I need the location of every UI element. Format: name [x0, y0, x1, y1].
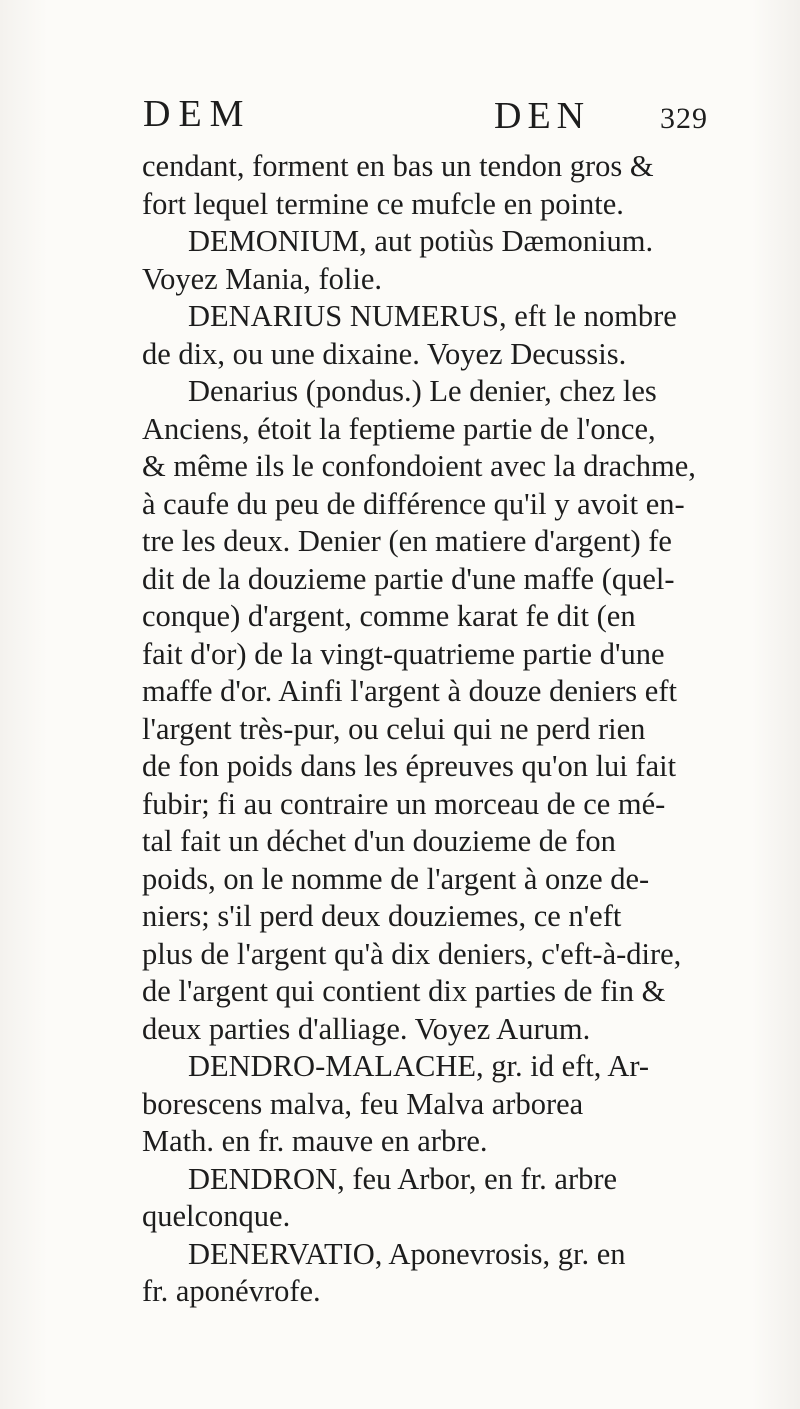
running-head-left: DEM	[143, 93, 252, 135]
text-line: Voyez Mania, folie.	[142, 261, 382, 296]
entry-dendro-malache	[142, 1048, 800, 1161]
text-line: deux parties d'alliage. Voyez Aurum.	[142, 1011, 591, 1046]
entry-dendron	[142, 1161, 800, 1236]
running-header	[0, 92, 800, 148]
text-line: niers; s'il perd deux douziemes, ce n'eft	[142, 899, 622, 933]
entry-denarius-numerus	[142, 298, 800, 373]
text-line: tre les deux. Denier (en matiere d'argent) fe	[142, 524, 672, 558]
text-line: DENDRON, feu Arbor, en fr. arbre	[188, 1161, 618, 1196]
text-line: fait d'or) de la vingt-quatrieme partie d'une	[142, 636, 665, 671]
text-line: poids, on le nomme de l'argent à onze de-	[142, 861, 650, 896]
entry-continuation	[142, 148, 800, 223]
page-number: 329	[660, 102, 708, 135]
text-line: plus de l'argent qu'à dix deniers, c'eft-à-dire,	[142, 936, 682, 971]
text-line: DEMONIUM, aut potiùs Dæmonium.	[188, 224, 654, 258]
text-line: borescens malva, feu Malva arborea	[142, 1086, 584, 1121]
text-line: Anciens, étoit la feptieme partie de l'once,	[142, 411, 656, 446]
text-line: de dix, ou une dixaine. Voyez Decussis.	[142, 336, 627, 371]
text-line: tal fait un déchet d'un douzieme de fon	[142, 824, 616, 858]
entry-demonium	[142, 223, 800, 298]
text-line: fort lequel termine ce mufcle en pointe.	[142, 186, 624, 221]
text-line: fubir; fi au contraire un morceau de ce mé-	[142, 786, 666, 821]
entry-denarius-pondus	[142, 373, 800, 1048]
text-line: dit de la douzieme partie d'une maffe (quel-	[142, 561, 675, 596]
text-line: DENERVATIO, Aponevrosis, gr. en	[188, 1236, 626, 1271]
text-line: maffe d'or. Ainfi l'argent à douze deniers eft	[142, 674, 677, 708]
text-line: conque) d'argent, comme karat fe dit (en	[142, 599, 636, 633]
text-line: fr. aponévrofe.	[142, 1274, 321, 1308]
text-line: l'argent très-pur, ou celui qui ne perd rien	[142, 711, 646, 746]
text-line: & même ils le confondoient avec la drachme,	[142, 449, 696, 483]
running-head-right: DEN	[494, 95, 591, 137]
text-line: de fon poids dans les épreuves qu'on lui fait	[142, 749, 677, 783]
text-line: DENDRO-MALACHE, gr. id eft, Ar-	[188, 1049, 650, 1083]
text-line: Denarius (pondus.) Le denier, chez les	[188, 374, 657, 408]
text-line: de l'argent qui contient dix parties de fin &	[142, 974, 666, 1008]
text-line: DENARIUS NUMERUS, eft le nombre	[188, 299, 677, 333]
text-line: Math. en fr. mauve en arbre.	[142, 1124, 488, 1158]
text-line: quelconque.	[142, 1199, 291, 1233]
text-line: cendant, forment en bas un tendon gros &	[142, 149, 654, 183]
dictionary-text	[142, 148, 800, 1311]
entry-denervatio	[142, 1236, 800, 1311]
text-line: à caufe du peu de différence qu'il y avoit en-	[142, 486, 685, 521]
